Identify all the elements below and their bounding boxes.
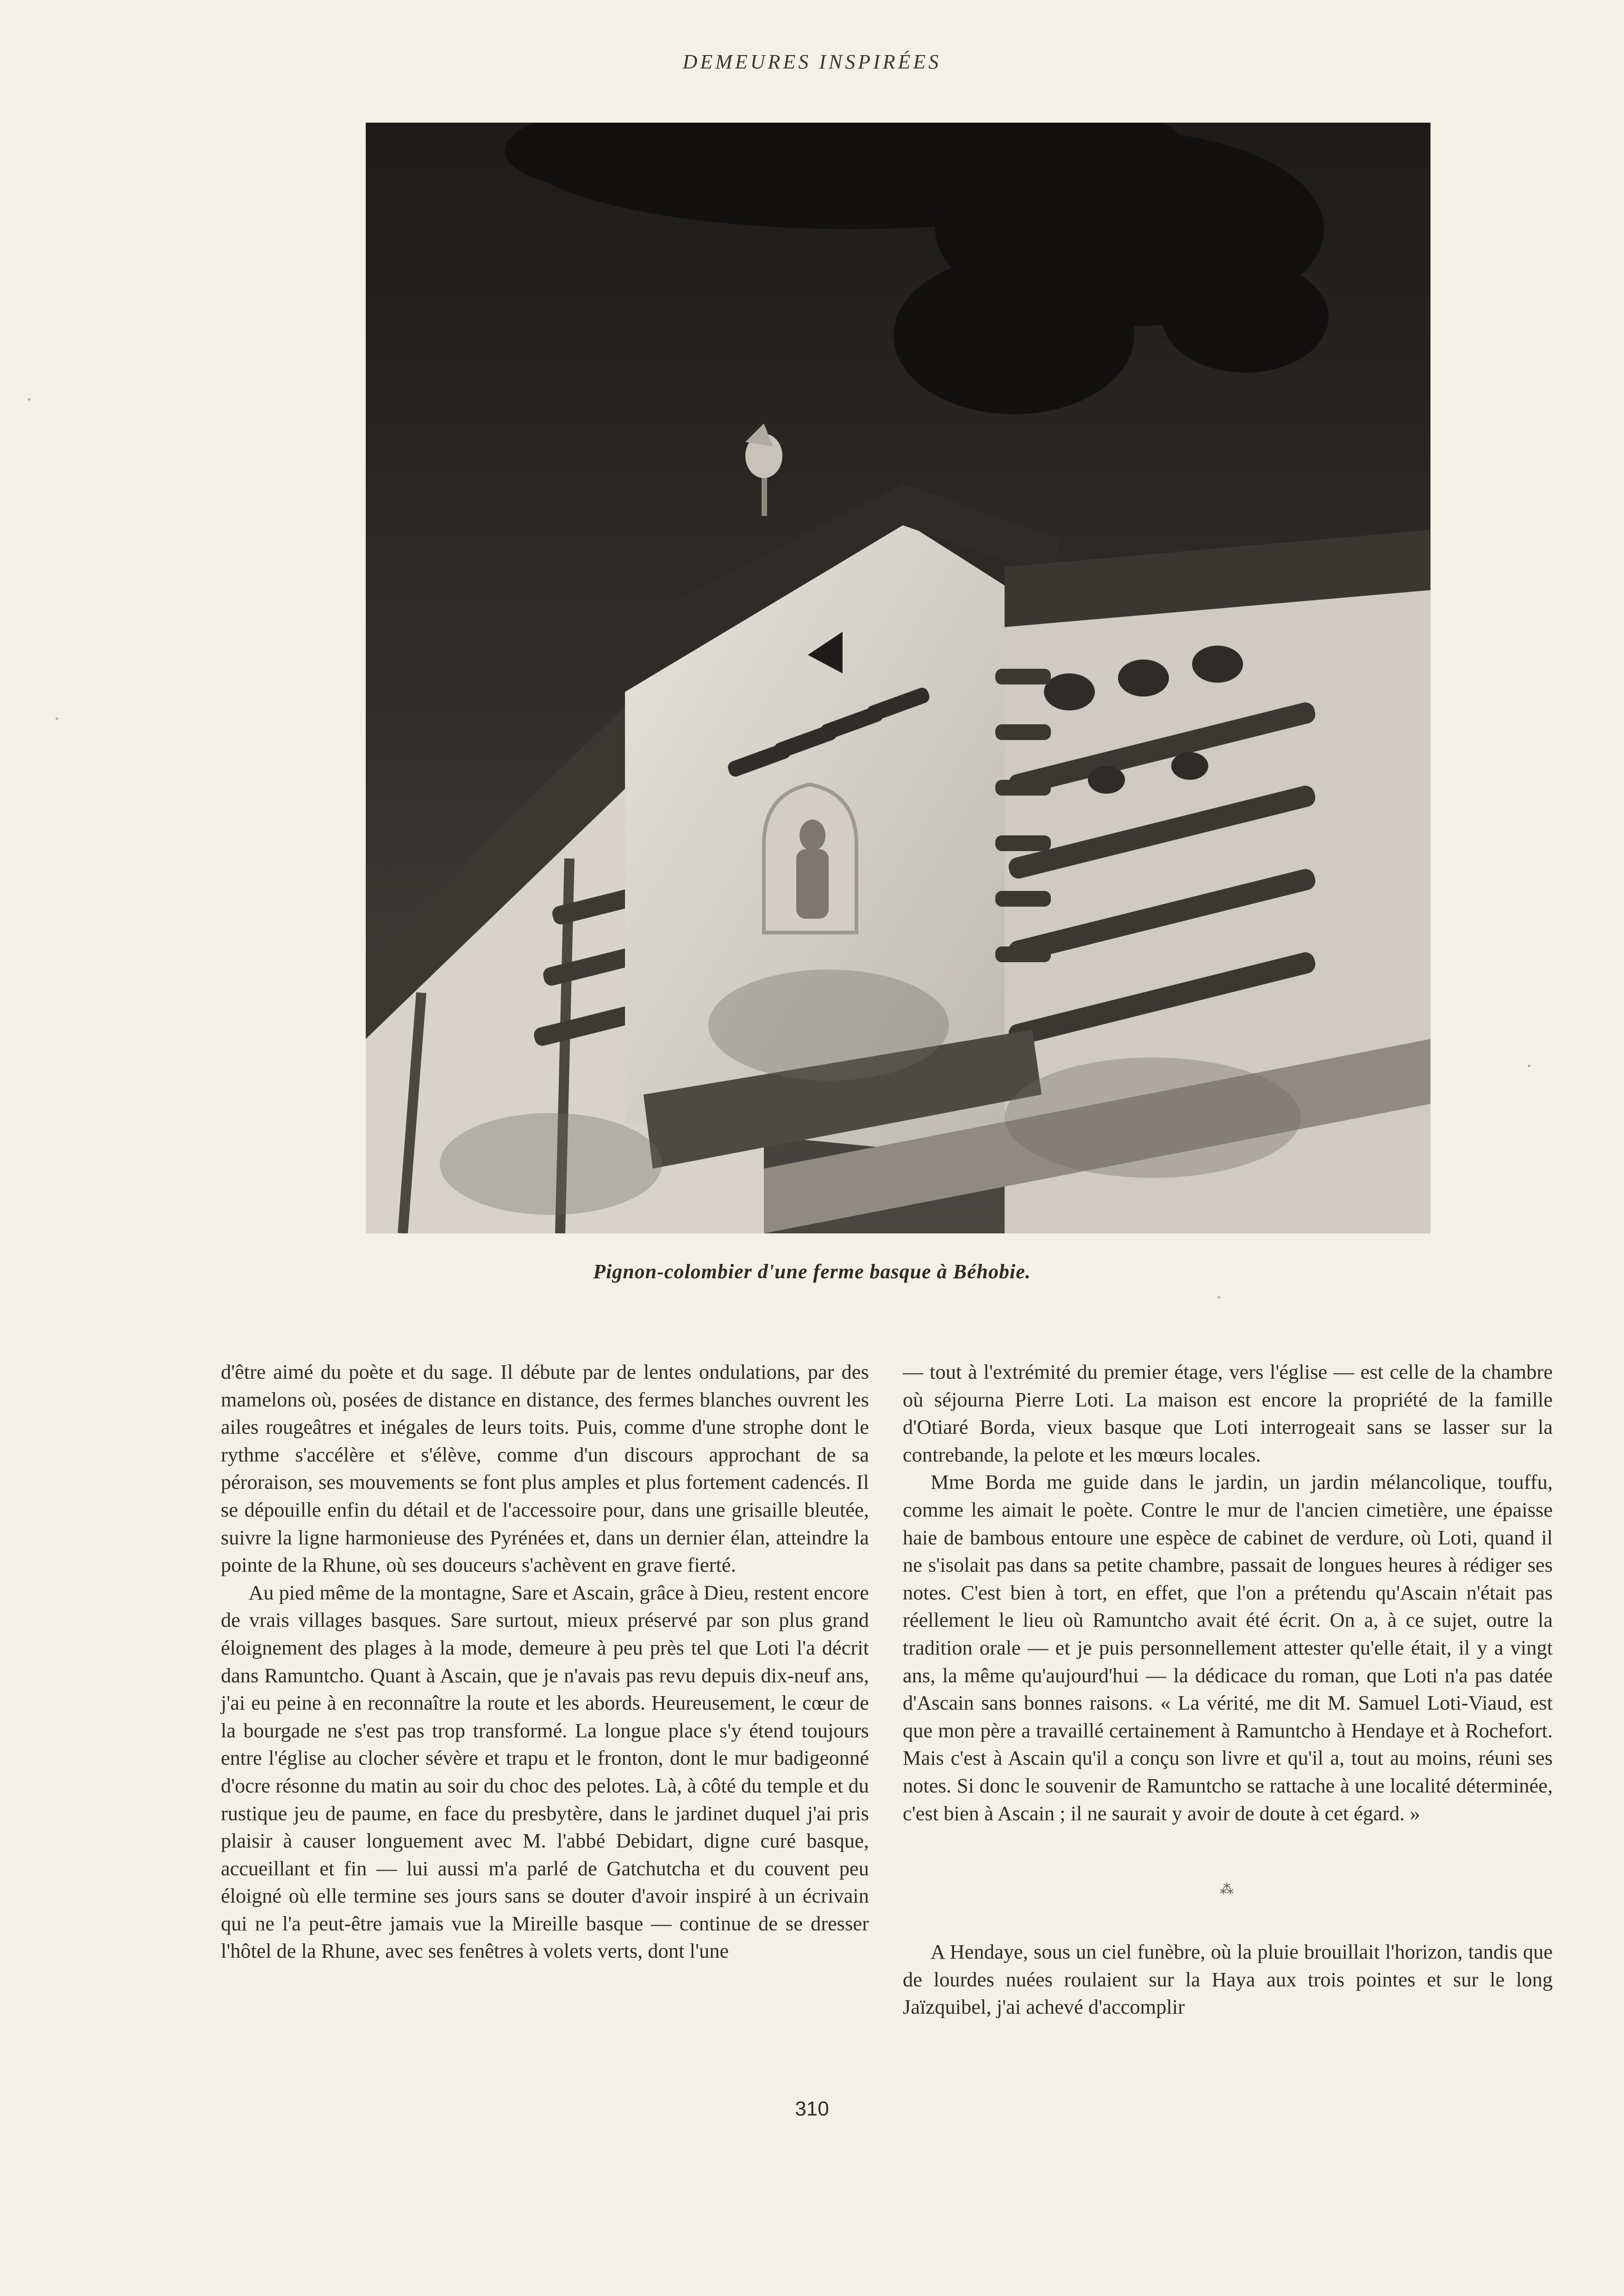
photo-caption: Pignon-colombier d'une ferme basque à Béhobie. — [593, 1260, 1031, 1283]
paper-speck — [56, 717, 58, 720]
running-head: DEMEURES INSPIRÉES — [682, 50, 942, 73]
body-paragraph: d'être aimé du poète et du sage. Il débute par de lentes ondulations, par des mamelons où, posées de distance en distance, des fermes blanches ouvrent les ailes rougeâtres et inégales de leurs toits. Puis, comme d'une strophe dont le rythme s'accélère et s'élève, comme d'un discours approchant de sa péroraison, ses mouvements se font plus amples et plus fortement cadencés. Il se dépouille enfin du détail et de l'accessoire pour, dans une grisaille bleutée, suivre la ligne harmonieuse des Pyrénées et, dans un dernier élan, atteindre la pointe de la Rhune, où ses douceurs s'achèvent en grave fierté. — [221, 1360, 869, 1577]
photo-illustration — [366, 123, 1430, 1233]
photograph-basque-dovecote-gable — [366, 123, 1430, 1233]
body-paragraph: Au pied même de la montagne, Sare et Ascain, grâce à Dieu, restent encore de vrais villages basques. Sare surtout, mieux préservé par son plus grand éloignement des plages à la mode, demeure à peu près tel que Loti l'a décrit dans Ramuntcho. Quant à Ascain, que je n'avais pas revu depuis dix-neuf ans, j'ai eu peine à en reconnaître la route et les abords. Heureusement, le cœur de la bourgade ne s'est pas trop transformé. La longue place s'y étend toujours entre l'église au clocher sévère et trapu et le fronton, dont le mur badigeonné d'ocre résonne du matin au soir du choc des pelotes. Là, à côté du temple et du rustique jeu de paume, en face du presbytère, dans le jardinet duquel j'ai pris plaisir à causer longuement avec M. l'abbé Debidart, digne curé basque, accueillant et fin — lui aussi m'a parlé de Gatchutcha et du couvent peu éloigné où elle termine ses jours sans se douter d'avoir inspiré à un écrivain qui ne l'a peut-être jamais vue la Mireille basque — continue de se dresser l'hôtel de la Rhune, avec ses fenêtres à volets verts, dont l'une — [221, 1580, 869, 1963]
paper-speck — [1528, 1064, 1530, 1067]
body-paragraph: — tout à l'extrémité du premier étage, vers l'église — est celle de la chambre où séjourna Pierre Loti. La maison est encore la propriété de la famille d'Otiaré Borda, vieux basque que Loti interrogeait sans se lasser sur la contrebande, la pelote et les mœurs locales. — [903, 1360, 1553, 1466]
section-asterism: ⁂ — [1220, 1882, 1236, 1898]
saint-statue — [796, 820, 829, 919]
left-text-column — [221, 1358, 869, 1965]
paper-speck — [28, 398, 31, 401]
paper-speck — [1218, 1296, 1220, 1299]
body-paragraph: Mme Borda me guide dans le jardin, un jardin mélancolique, touffu, comme les aimait le poète. Contre le mur de l'ancien cimetière, une épaisse haie de bambous entoure une espèce de cabinet de verdure, où Loti, quand il ne s'isolait pas dans sa petite chambre, passait de longues heures à rédiger ses notes. C'est bien à tort, en effet, que l'on a prétendu qu'Ascain n'était pas réellement le lieu où Ramuntcho avait été écrit. On a, à ce sujet, outre la tradition orale — et je puis personnellement attester qu'elle était, il y a vingt ans, la même qu'aujourd'hui — la dédicace du roman, que Loti n'a pas datée d'Ascain sans bonnes raisons. « La vérité, me dit M. Samuel Loti-Viaud, est que mon père a travaillé certainement à Ramuntcho à Hendaye et à Rochefort. Mais c'est à Ascain qu'il a conçu son livre et qu'il a, tout au moins, réuni ses notes. Si donc le souvenir de Ramuntcho se rattache à une localité déterminée, c'est bien à Ascain ; il ne saurait y avoir de doute à cet égard. » — [903, 1470, 1553, 1825]
right-text-column — [903, 1358, 1553, 2021]
page-number: 310 — [795, 2097, 829, 2120]
body-paragraph: A Hendaye, sous un ciel funèbre, où la pluie brouillait l'horizon, tandis que de lourdes nuées roulaient sur la Haya aux trois pointes et sur le long Jaïzquibel, j'ai achevé d'accomplir — [903, 1940, 1553, 2019]
